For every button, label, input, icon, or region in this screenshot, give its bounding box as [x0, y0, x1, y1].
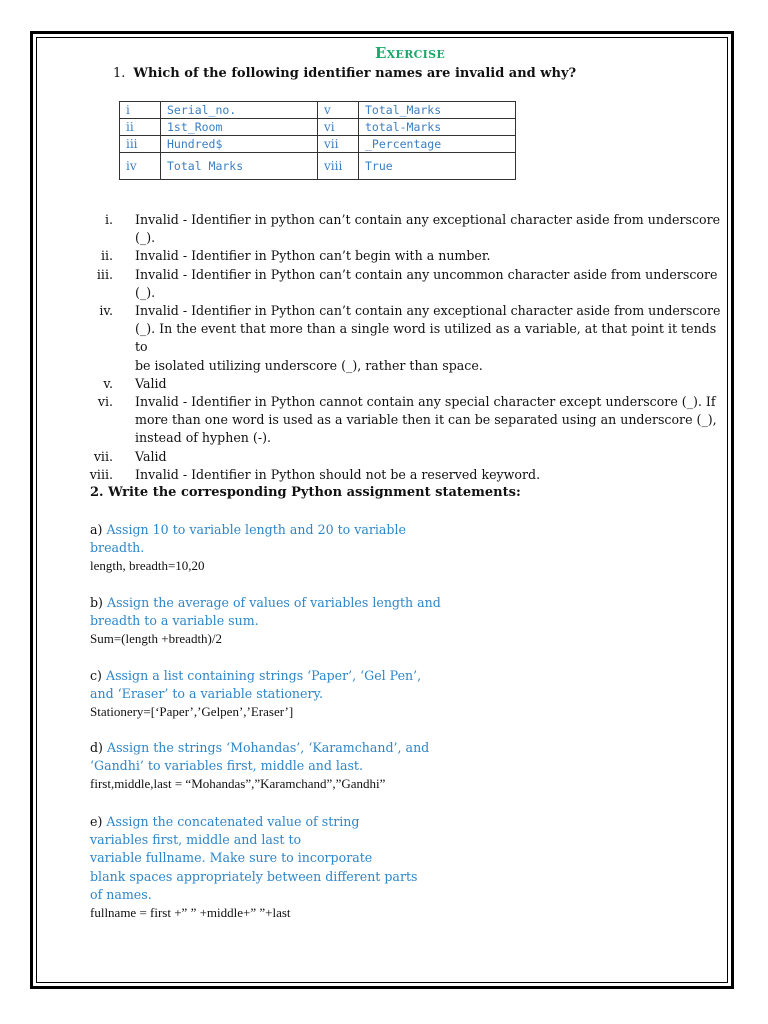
subpart-c — [90, 667, 450, 722]
table-row — [120, 153, 516, 180]
subpart-question: Assign the concatenated value of string — [106, 814, 360, 829]
answer-line: Valid — [135, 375, 167, 391]
answer-line: (_). — [135, 230, 156, 246]
table-cell: v — [318, 102, 359, 119]
subpart-code: length, breadth=10,20 — [90, 558, 205, 574]
subpart-d — [90, 739, 450, 794]
subpart-question: ‘Gandhi’ to variables first, middle and last. — [90, 758, 363, 774]
answer-line: (_). In the event that more than a single word is utilized as a variable, at that point it tends to — [135, 321, 717, 355]
table-cell: 1st_Room — [161, 119, 318, 136]
answer-line: Invalid - Identifier in Python cannot contain any special character except underscore (_). If — [135, 394, 716, 410]
subpart-code: Stationery=[‘Paper’,’Gelpen’,’Eraser’] — [90, 704, 294, 720]
list-item — [82, 211, 732, 247]
table-cell: Serial_no. — [161, 102, 318, 119]
subpart-question: Assign 10 to variable length and 20 to variable — [106, 522, 406, 537]
table-cell: vii — [318, 136, 359, 153]
answer-line: Invalid - Identifier in Python should not be a reserved keyword. — [135, 466, 541, 482]
answer-line: be isolated utilizing underscore (_), rather than space. — [135, 357, 483, 373]
table-row — [120, 119, 516, 136]
answer-line: Invalid - Identifier in Python can’t contain any uncommon character aside from underscore — [135, 266, 718, 282]
answer-line: Invalid - Identifier in python can’t contain any exceptional character aside from underscore — [135, 212, 721, 227]
table-cell: vi — [318, 119, 359, 136]
table-cell: Total Marks — [161, 153, 318, 180]
table-cell: total-Marks — [359, 119, 516, 136]
question-1-text: Which of the following identifier names are invalid and why? — [133, 66, 577, 81]
answer-line: (_). — [135, 284, 156, 300]
answer-line: more than one word is used as a variable then it can be separated using an underscore (_), — [135, 412, 717, 428]
subpart-label: d) — [90, 740, 103, 755]
subpart-label: b) — [90, 595, 103, 610]
answer-number: i. — [104, 212, 113, 227]
table-cell: _Percentage — [359, 136, 516, 153]
subpart-question: variables first, middle and last to — [90, 832, 302, 848]
answers-list — [82, 211, 732, 484]
list-item — [82, 448, 732, 466]
answer-line: Invalid - Identifier in Python can’t contain any exceptional character aside from underscore — [135, 303, 721, 319]
subpart-question: Assign a list containing strings ‘Paper’, ‘Gel Pen’, — [105, 668, 422, 683]
subpart-code: first,middle,last = “Mohandas”,”Karamchand”,”Gandhi” — [90, 776, 386, 792]
subpart-label: a) — [90, 522, 103, 537]
subpart-question: of names. — [90, 886, 152, 902]
table-cell: viii — [318, 153, 359, 180]
answer-number: vi. — [97, 394, 113, 410]
list-item — [82, 466, 732, 484]
table-cell: ii — [120, 119, 161, 136]
table-cell: iii — [120, 136, 161, 153]
list-item — [82, 375, 732, 393]
subpart-question: breadth. — [90, 540, 145, 556]
answer-number: ii. — [100, 248, 113, 264]
table-cell: Hundred$ — [161, 136, 318, 153]
subpart-label: e) — [90, 814, 103, 829]
table-row — [120, 136, 516, 153]
answer-number: iii. — [96, 266, 113, 282]
subpart-question: and ‘Eraser’ to a variable stationery. — [90, 686, 323, 702]
table-cell: i — [120, 102, 161, 119]
list-item — [82, 302, 732, 375]
list-item — [82, 247, 732, 265]
table-row — [120, 102, 516, 119]
list-item — [82, 266, 732, 302]
answer-number: v. — [103, 375, 113, 391]
answer-number: iv. — [99, 303, 113, 319]
subpart-question: Assign the strings ‘Mohandas’, ‘Karamchand’, and — [107, 740, 430, 755]
subpart-question: variable fullname. Make sure to incorporate — [90, 850, 373, 866]
subpart-label: c) — [90, 668, 102, 683]
list-item — [82, 393, 732, 448]
answer-line: instead of hyphen (-). — [135, 430, 271, 446]
question-1-number: 1. — [113, 66, 126, 81]
question-2: 2. Write the corresponding Python assignment statements: — [90, 485, 521, 500]
subpart-b — [90, 594, 450, 649]
answer-line: Valid — [135, 448, 167, 464]
answer-line: Invalid - Identifier in Python can’t begin with a number. — [135, 248, 491, 264]
page-title: Exercise — [374, 44, 446, 62]
identifier-table — [119, 101, 516, 180]
subpart-code: Sum=(length +breadth)/2 — [90, 631, 222, 647]
answer-number: vii. — [93, 448, 113, 464]
subpart-e — [90, 813, 450, 922]
subpart-question: breadth to a variable sum. — [90, 613, 259, 629]
subpart-code: fullname = first +” ” +middle+” ”+last — [90, 905, 291, 921]
question-1 — [113, 66, 576, 81]
subpart-a — [90, 521, 450, 576]
subpart-question: Assign the average of values of variables length and — [107, 595, 441, 610]
table-cell: True — [359, 153, 516, 180]
answer-number: viii. — [89, 466, 113, 482]
table-cell: iv — [120, 153, 161, 180]
table-cell: Total_Marks — [359, 102, 516, 119]
subpart-question: blank spaces appropriately between different parts — [90, 868, 418, 884]
